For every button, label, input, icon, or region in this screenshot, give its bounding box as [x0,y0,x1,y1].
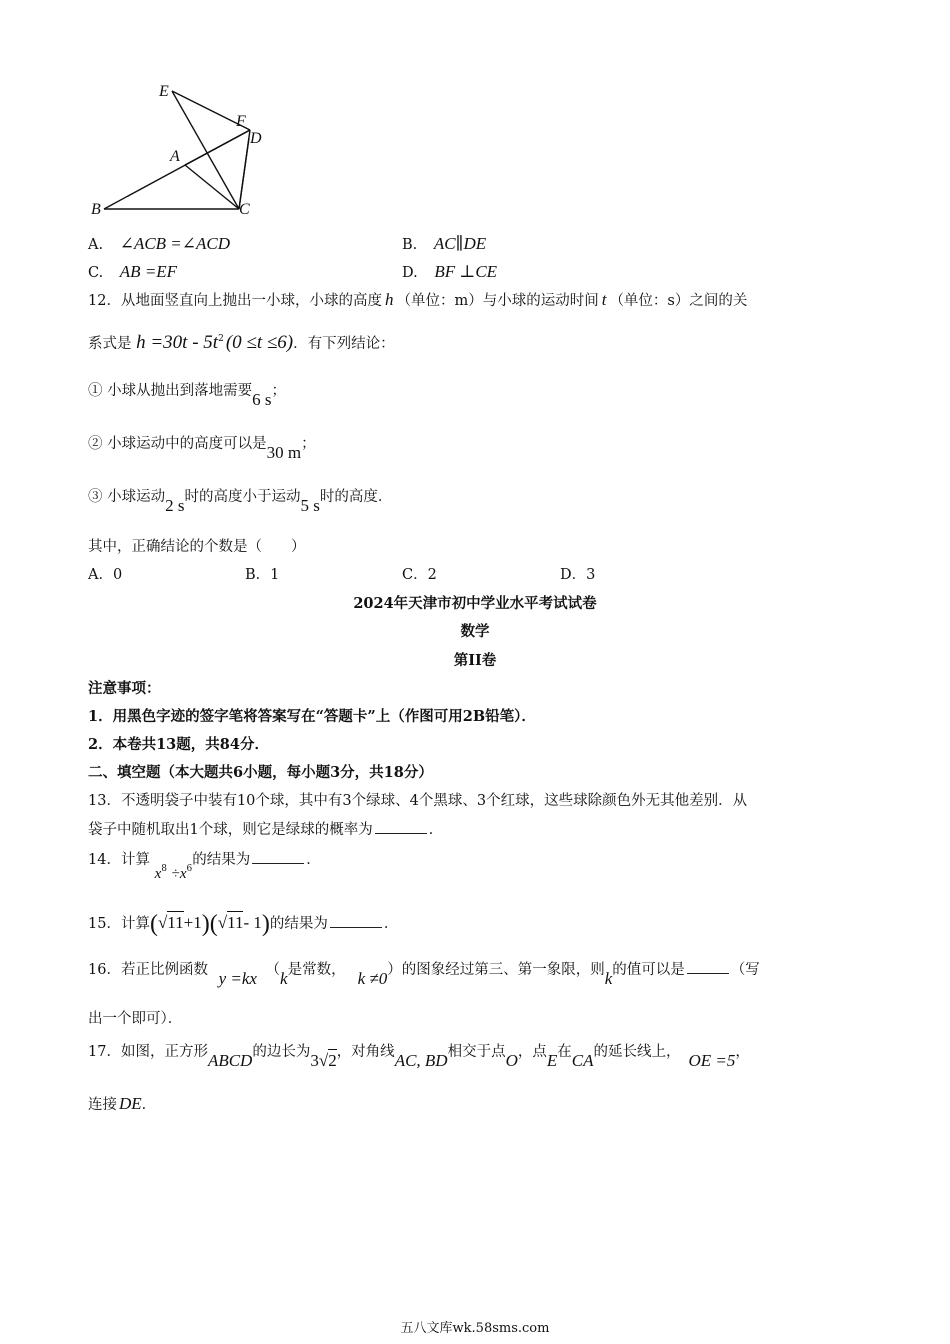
conclusion-text: 时的高度小于运动 [184,489,301,505]
answer-blank[interactable] [687,972,729,974]
conclusion-text: ； [271,383,286,399]
expr-operator: ÷ [171,866,180,882]
q17-text: 在 [557,1044,572,1060]
q12-conclusion-2 [88,434,316,462]
q12-text: （单位：s）之间的关 [609,293,748,309]
q16-text: （写 [730,962,760,978]
expr-exponent: 6 [186,864,193,874]
q16-text: 是常数， [287,962,346,978]
q17-side-length: 3√2 [310,1051,337,1070]
expr-term: - 1 [243,913,262,932]
segment-de: DE [119,1094,142,1113]
conclusion-value: 5 s [300,496,320,515]
option-letter: C. [88,265,104,281]
q17-text: 17．如图，正方形 [88,1044,208,1060]
q11-option-c [88,263,177,281]
q12-formula: h =30t - 5t [136,332,219,353]
q12-conclusion-3 [88,487,393,515]
segment-AF [185,130,250,165]
option-text: ∠ACB =∠ACD [119,234,231,253]
option-text: BF ⊥CE [434,262,498,281]
q13-text: 袋子中随机取出1个球，则它是绿球的概率为 [88,822,373,838]
conclusion-text: ； [301,436,316,452]
var-t: t [601,290,607,309]
q17-diagonals: AC, BD [394,1051,448,1070]
q15-text: ． [383,916,399,932]
conclusion-text: ③ 小球运动 [88,489,166,505]
radicand: 11 [167,913,184,932]
q12-conclusion-1 [88,381,286,409]
answer-blank[interactable] [330,926,382,928]
q12-option-c: C．2 [402,567,437,583]
option-text: AB =EF [119,262,178,281]
q17-square: ABCD [207,1051,253,1070]
notes-heading: 注意事项： [88,680,161,697]
q12-text: （单位：m）与小球的运动时间 [396,293,599,309]
q15-text: 的结果为 [269,916,328,932]
label-A: A [170,148,180,165]
label-C: C [239,201,250,218]
segment-ca: CA [571,1051,594,1070]
exam-volume: 第II卷 [453,652,497,669]
var-k: k [604,969,613,988]
expr-base: x [154,866,162,882]
option-text: AC∥DE [433,234,487,253]
q11-option-a [88,235,230,253]
label-B: B [91,201,101,218]
q15-expression: (√11+1)(√11- 1) [149,911,270,937]
notes-item-1: 1．用黑色字迹的签字笔将答案写在“答题卡”上（作图可用2B铅笔）． [88,708,536,725]
q17-text: ， [735,1044,750,1060]
q16-line2: 出一个即可）． [88,1011,183,1027]
radicand: 2 [328,1051,337,1070]
expr-base: x [179,866,187,882]
answer-blank[interactable] [375,832,427,834]
label-F: F [236,113,246,130]
q14-text: 14．计算 [88,852,150,868]
q14-expression [155,866,193,882]
q12-question: 其中，正确结论的个数是（ ） [88,539,306,555]
q12-option-d: D．3 [560,567,596,583]
q12-text: 12．从地面竖直向上抛出一小球，小球的高度 [88,293,382,309]
q13-text: ． [428,822,444,838]
q16-function: y =kx [218,969,257,988]
q14-text: 的结果为 [192,852,251,868]
conclusion-text: 时的高度． [319,489,393,505]
notes-item-2: 2．本卷共13题，共84分． [88,736,269,753]
formula-exponent: 2 [218,334,224,344]
q17-line1 [88,1042,750,1070]
radicand: 11 [227,913,244,932]
q16-line1 [88,960,760,988]
q12-text: 系式是 [88,336,132,352]
expr-exponent: 8 [161,864,167,874]
q17-line2 [88,1095,156,1113]
q12-option-b: B．1 [245,567,280,583]
option-letter: A. [88,237,104,253]
conclusion-text: ② 小球运动中的高度可以是 [88,436,267,452]
formula-range: (0 ≤t ≤6) [225,332,294,353]
q16-text: （ [265,962,281,978]
q17-text: 的边长为 [252,1044,311,1060]
section-heading: 二、填空题（本大题共6小题，每小题3分，共18分） [88,764,433,781]
conclusion-value: 30 m [266,443,302,462]
q16-text: 16．若正比例函数 [88,962,208,978]
segment-EC [172,91,239,209]
geometry-figure [82,76,282,226]
answer-blank[interactable] [252,862,304,864]
q16-text: 的值可以是 [612,962,685,978]
label-D: D [250,130,262,147]
q12-option-a: A．0 [88,567,123,583]
q13-line1: 13．不透明袋子中装有10个球，其中有3个绿球、4个黑球、3个红球，这些球除颜色外无其他差别．从 [88,793,748,809]
conclusion-text: ① 小球从抛出到落地需要 [88,383,253,399]
q12-line1 [88,291,747,309]
point-e: E [546,1051,558,1070]
side-coefficient: 3 [310,1051,319,1070]
q13-line2 [88,823,443,838]
expr-term: +1 [183,913,202,932]
var-k: k [280,969,288,988]
q17-oe: OE =5 [688,1051,736,1070]
conclusion-value: 6 s [252,390,272,409]
q17-text: ，对角线 [336,1044,395,1060]
q11-option-d [402,263,497,281]
q15-text: 15．计算 [88,916,150,932]
label-E: E [159,83,169,100]
footer-watermark: 五八文库wk.58sms.com [400,1321,550,1336]
segment-AC [185,165,239,209]
q17-text: 的延长线上， [593,1044,681,1060]
q12-text: ．有下列结论： [293,336,395,352]
exam-title: 2024年天津市初中学业水平考试试卷 [353,595,597,612]
q15-line [88,912,398,936]
option-letter: D. [402,265,418,281]
q17-text: 连接 [88,1097,117,1113]
option-letter: B. [402,237,418,253]
q17-text: ，点 [517,1044,547,1060]
q12-line2 [88,333,395,352]
q17-text: 相交于点 [447,1044,506,1060]
point-o: O [505,1051,518,1070]
q14-text: ． [306,852,321,868]
segment-DC [239,138,249,209]
exam-subject: 数学 [460,623,490,640]
var-h: h [384,290,394,309]
q16-text: ）的图象经过第三、第一象限，则 [387,962,605,978]
q16-condition: k ≠0 [357,969,388,988]
q17-text: ． [141,1097,157,1113]
q14-line [88,851,321,882]
conclusion-value: 2 s [165,496,185,515]
q11-option-b [402,235,486,253]
